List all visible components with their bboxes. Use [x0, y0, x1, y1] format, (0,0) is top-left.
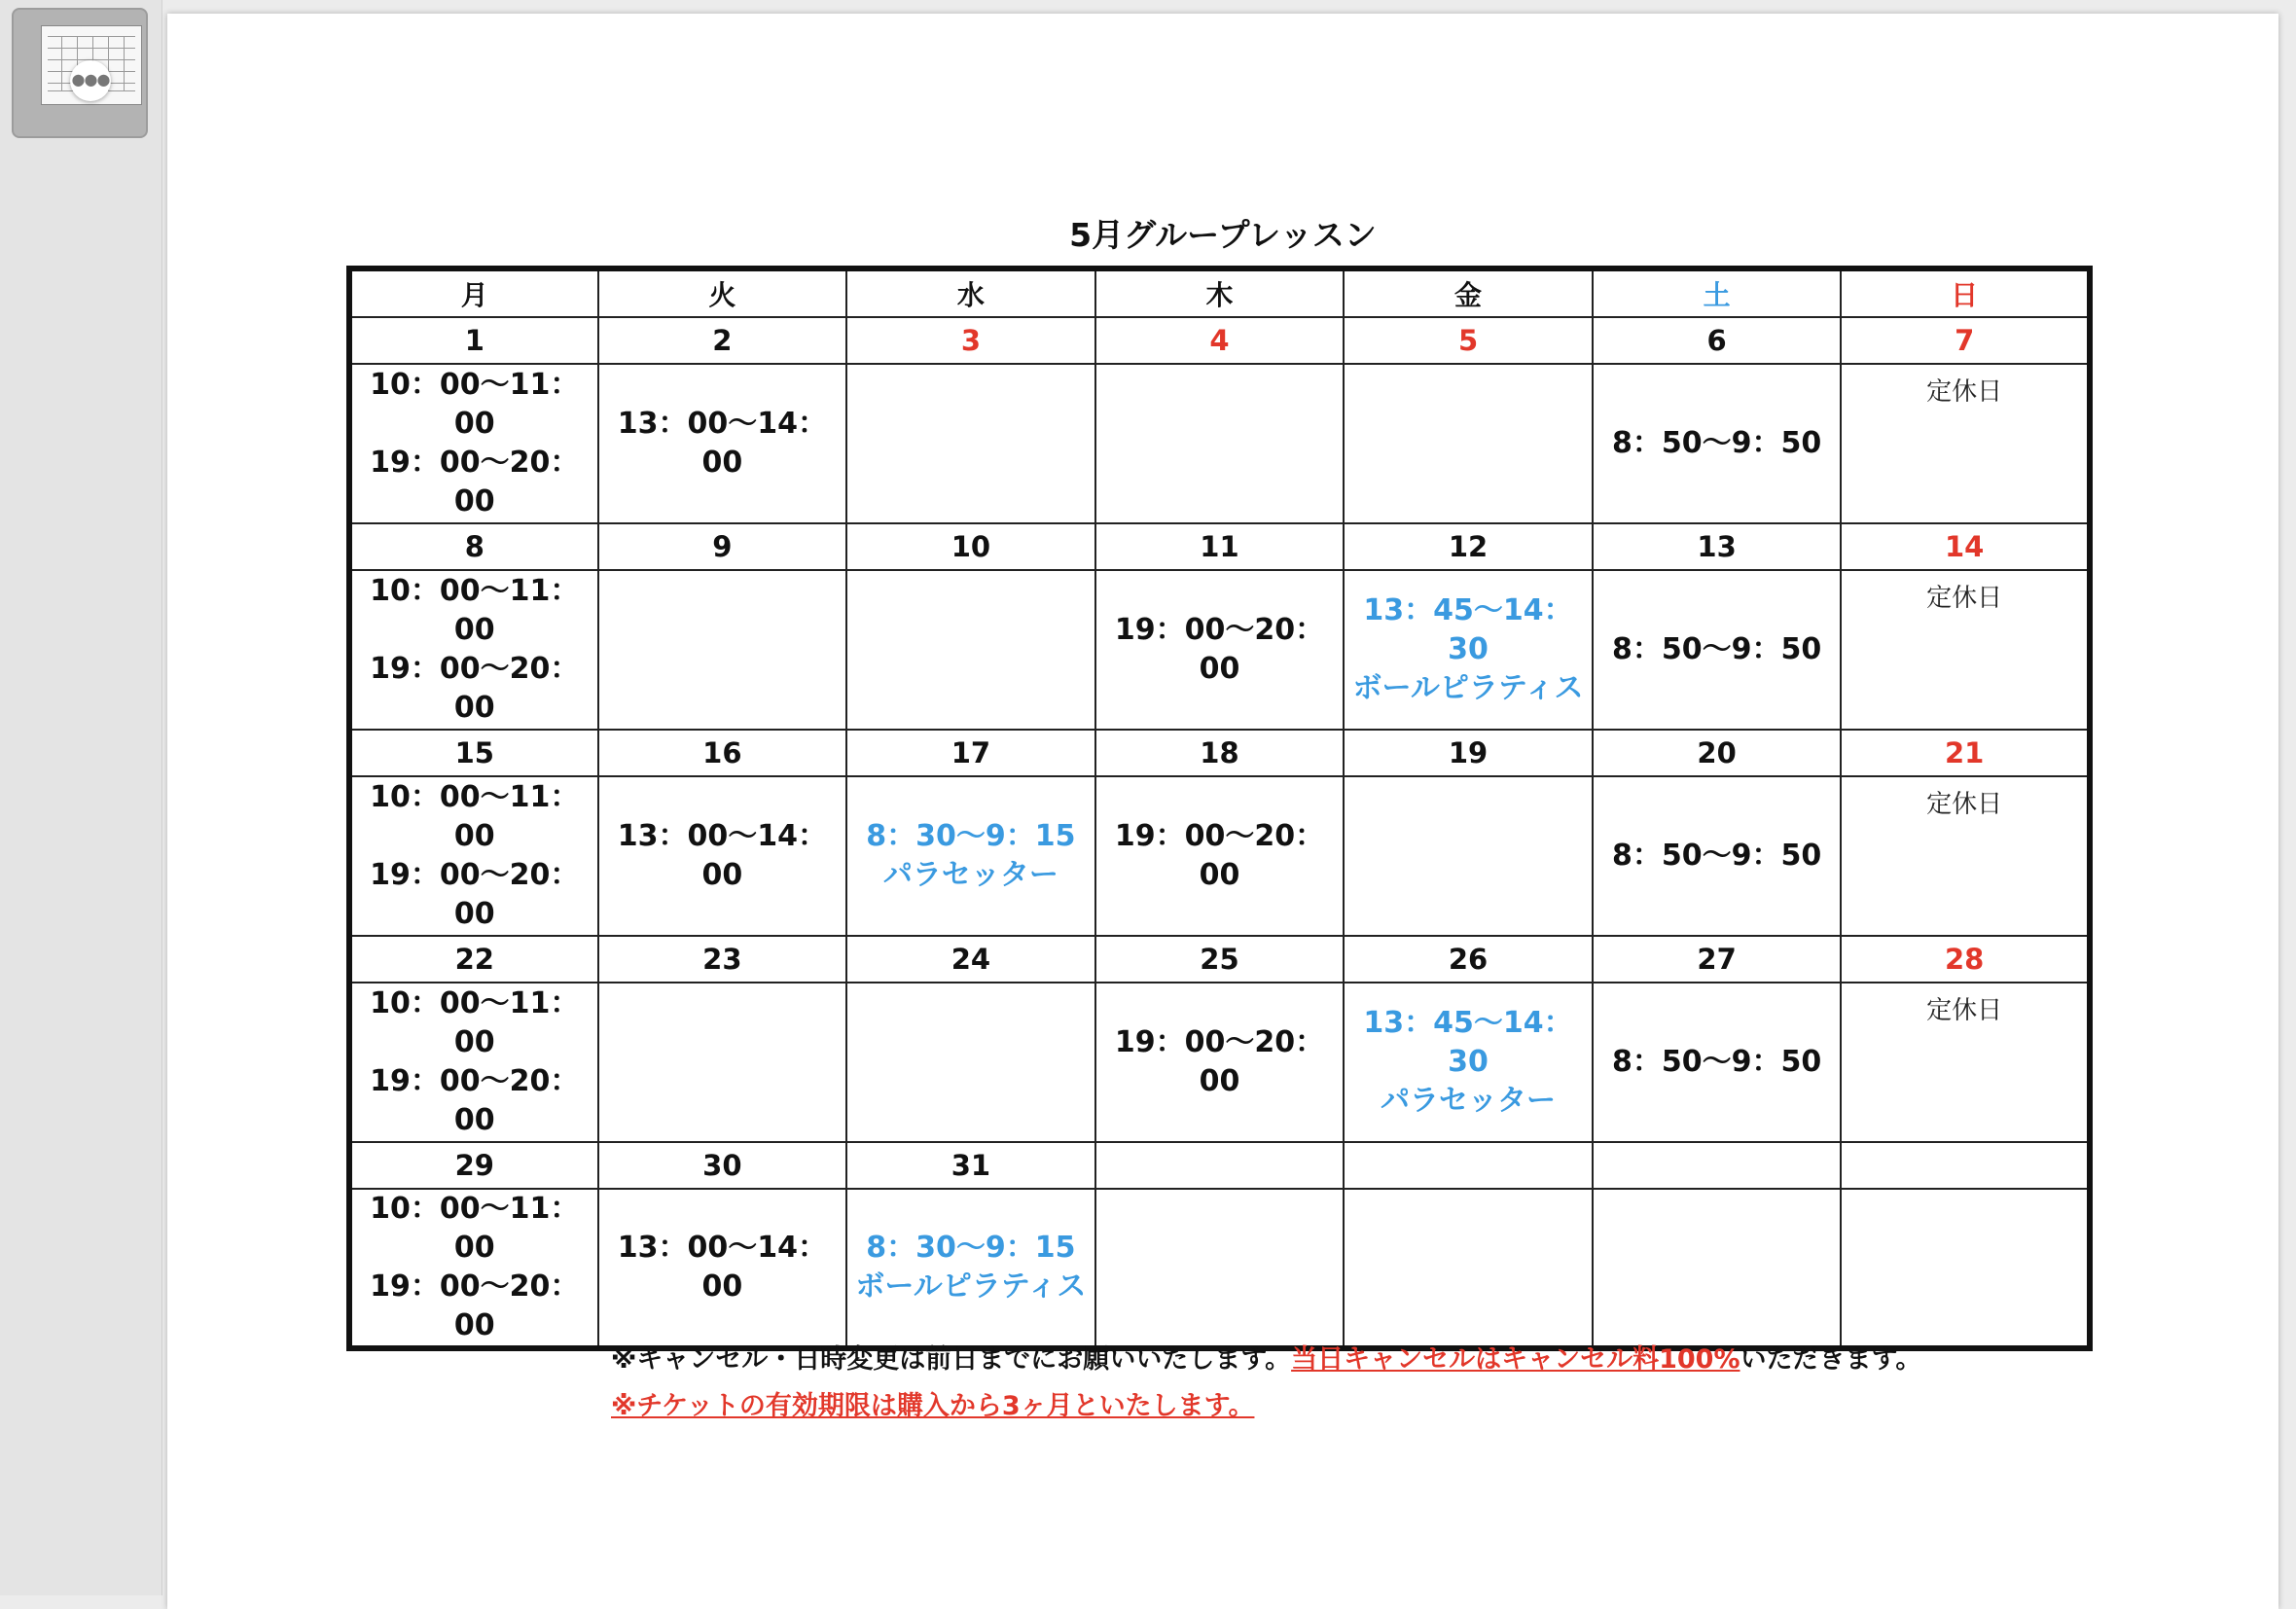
lesson-row — [349, 1189, 2090, 1348]
lesson-cell — [846, 776, 1095, 936]
date-cell — [1593, 1142, 1842, 1189]
lesson-cell — [598, 983, 847, 1142]
lesson-cell — [349, 983, 598, 1142]
lesson-row — [349, 364, 2090, 523]
weekday-fri: 金 — [1344, 268, 1593, 317]
date-cell: 8 — [349, 523, 598, 570]
calendar-table — [346, 266, 2093, 1351]
date-cell: 1 — [349, 317, 598, 364]
date-cell: 13 — [1593, 523, 1842, 570]
lesson-time: 10：00〜11：00 — [370, 986, 580, 1059]
date-row — [349, 523, 2090, 570]
date-cell: 27 — [1593, 936, 1842, 983]
date-cell: 31 — [846, 1142, 1095, 1189]
weekday-mon: 月 — [349, 268, 598, 317]
lesson-cell — [1095, 1189, 1345, 1348]
lesson-name: 19：00〜20：00 — [370, 1064, 580, 1137]
date-cell — [1344, 1142, 1593, 1189]
lesson-cell — [1593, 1189, 1842, 1348]
date-cell: 29 — [349, 1142, 598, 1189]
lesson-cell — [349, 1189, 598, 1348]
lesson-cell — [598, 776, 847, 936]
lesson-row — [349, 570, 2090, 730]
weekday-thu: 木 — [1095, 268, 1345, 317]
lesson-cell — [1841, 983, 2090, 1142]
date-cell: 14 — [1841, 523, 2090, 570]
date-cell — [1841, 1142, 2090, 1189]
weekday-tue: 火 — [598, 268, 847, 317]
lesson-time: 13：45〜14：30 — [1363, 1006, 1573, 1079]
lesson-name: パラセッター — [882, 858, 1058, 892]
lesson-cell — [349, 776, 598, 936]
date-cell: 5 — [1344, 317, 1593, 364]
date-cell: 16 — [598, 730, 847, 776]
lesson-cell — [1095, 983, 1345, 1142]
date-row — [349, 1142, 2090, 1189]
lesson-cell — [1593, 983, 1842, 1142]
date-cell: 9 — [598, 523, 847, 570]
lesson-cell — [846, 1189, 1095, 1348]
note-cancellation — [611, 1337, 1921, 1383]
lesson-cell — [1841, 776, 2090, 936]
lesson-name: パラセッター — [1381, 1084, 1557, 1118]
lesson-time: 19：00〜20：00 — [1114, 613, 1325, 686]
lesson-cell — [598, 1189, 847, 1348]
lesson-name: 19：00〜20：00 — [370, 446, 580, 518]
lesson-cell — [1593, 364, 1842, 523]
date-cell: 7 — [1841, 317, 2090, 364]
lesson-time: 19：00〜20：00 — [1114, 819, 1325, 892]
date-cell: 30 — [598, 1142, 847, 1189]
lesson-time: 8：30〜9：15 — [866, 1231, 1076, 1265]
weekday-wed: 水 — [846, 268, 1095, 317]
date-cell: 24 — [846, 936, 1095, 983]
date-cell: 4 — [1095, 317, 1345, 364]
note-ticket-expiry: ※チケットの有効期限は購入から3ヶ月といたします。 — [611, 1391, 1255, 1421]
lesson-cell — [349, 364, 598, 523]
date-cell: 2 — [598, 317, 847, 364]
lesson-time: 13：00〜14：00 — [617, 407, 827, 480]
lesson-cell — [349, 570, 598, 730]
date-row — [349, 730, 2090, 776]
lesson-time: 10：00〜11：00 — [370, 368, 580, 441]
lesson-time: 8：50〜9：50 — [1611, 839, 1822, 873]
lesson-time: 8：50〜9：50 — [1611, 426, 1822, 460]
lesson-cell — [1344, 364, 1593, 523]
lesson-time: 10：00〜11：00 — [370, 1192, 580, 1265]
lesson-row — [349, 983, 2090, 1142]
lesson-time: 13：00〜14：00 — [617, 819, 827, 892]
date-cell: 19 — [1344, 730, 1593, 776]
lesson-cell — [1841, 570, 2090, 730]
note-cancellation-fee: 当日キャンセルはキャンセル料100% — [1291, 1344, 1740, 1375]
date-cell — [1095, 1142, 1345, 1189]
lesson-time: 定休日 — [1926, 377, 2003, 407]
page-title: 5月グループレッスン — [1069, 216, 1377, 254]
lesson-cell — [598, 364, 847, 523]
more-options-icon[interactable]: ●●● — [70, 60, 111, 101]
weekday-sat: 土 — [1593, 268, 1842, 317]
lesson-time: 8：30〜9：15 — [866, 819, 1076, 853]
date-cell: 26 — [1344, 936, 1593, 983]
note-cancellation-prefix: ※キャンセル・日時変更は前日までにお願いいたします。 — [611, 1344, 1292, 1375]
date-cell: 17 — [846, 730, 1095, 776]
lesson-cell — [598, 570, 847, 730]
date-cell: 21 — [1841, 730, 2090, 776]
date-cell: 10 — [846, 523, 1095, 570]
lesson-cell — [1095, 570, 1345, 730]
lesson-cell — [1841, 1189, 2090, 1348]
lesson-time: 10：00〜11：00 — [370, 780, 580, 853]
lesson-cell — [1344, 1189, 1593, 1348]
date-row — [349, 936, 2090, 983]
thumbnail-sidebar — [0, 0, 162, 1595]
date-cell: 15 — [349, 730, 598, 776]
lesson-time: 19：00〜20：00 — [1114, 1025, 1325, 1098]
lesson-name: ボールピラティス — [1352, 671, 1584, 705]
lesson-cell — [846, 570, 1095, 730]
lesson-row — [349, 776, 2090, 936]
date-cell: 6 — [1593, 317, 1842, 364]
date-cell: 28 — [1841, 936, 2090, 983]
lesson-name: 19：00〜20：00 — [370, 652, 580, 725]
lesson-cell — [1344, 570, 1593, 730]
date-row — [349, 317, 2090, 364]
date-cell: 22 — [349, 936, 598, 983]
date-cell: 20 — [1593, 730, 1842, 776]
weekday-header-row — [349, 268, 2090, 317]
date-cell: 11 — [1095, 523, 1345, 570]
lesson-time: 定休日 — [1926, 790, 2003, 819]
lesson-name: ボールピラティス — [855, 1269, 1087, 1304]
lesson-time: 定休日 — [1926, 584, 2003, 613]
lesson-time: 13：45〜14：30 — [1363, 593, 1573, 666]
lesson-time: 8：50〜9：50 — [1611, 1045, 1822, 1079]
weekday-sun: 日 — [1841, 268, 2090, 317]
date-cell: 12 — [1344, 523, 1593, 570]
date-cell: 18 — [1095, 730, 1345, 776]
lesson-name: 19：00〜20：00 — [370, 858, 580, 931]
lesson-time: 13：00〜14：00 — [617, 1231, 827, 1304]
page-thumbnail[interactable] — [12, 8, 148, 138]
lesson-time: 8：50〜9：50 — [1611, 632, 1822, 666]
lesson-time: 10：00〜11：00 — [370, 574, 580, 647]
lesson-cell — [1593, 570, 1842, 730]
note-cancellation-suffix: いただきます。 — [1740, 1344, 1922, 1375]
notes-section — [611, 1337, 1921, 1430]
lesson-cell — [1344, 776, 1593, 936]
date-cell: 23 — [598, 936, 847, 983]
lesson-cell — [1344, 983, 1593, 1142]
date-cell: 3 — [846, 317, 1095, 364]
lesson-cell — [846, 983, 1095, 1142]
document-page — [167, 14, 2278, 1609]
lesson-cell — [1095, 364, 1345, 523]
lesson-cell — [1593, 776, 1842, 936]
lesson-cell — [846, 364, 1095, 523]
lesson-name: 19：00〜20：00 — [370, 1269, 580, 1342]
lesson-time: 定休日 — [1926, 996, 2003, 1025]
lesson-cell — [1095, 776, 1345, 936]
date-cell: 25 — [1095, 936, 1345, 983]
lesson-cell — [1841, 364, 2090, 523]
